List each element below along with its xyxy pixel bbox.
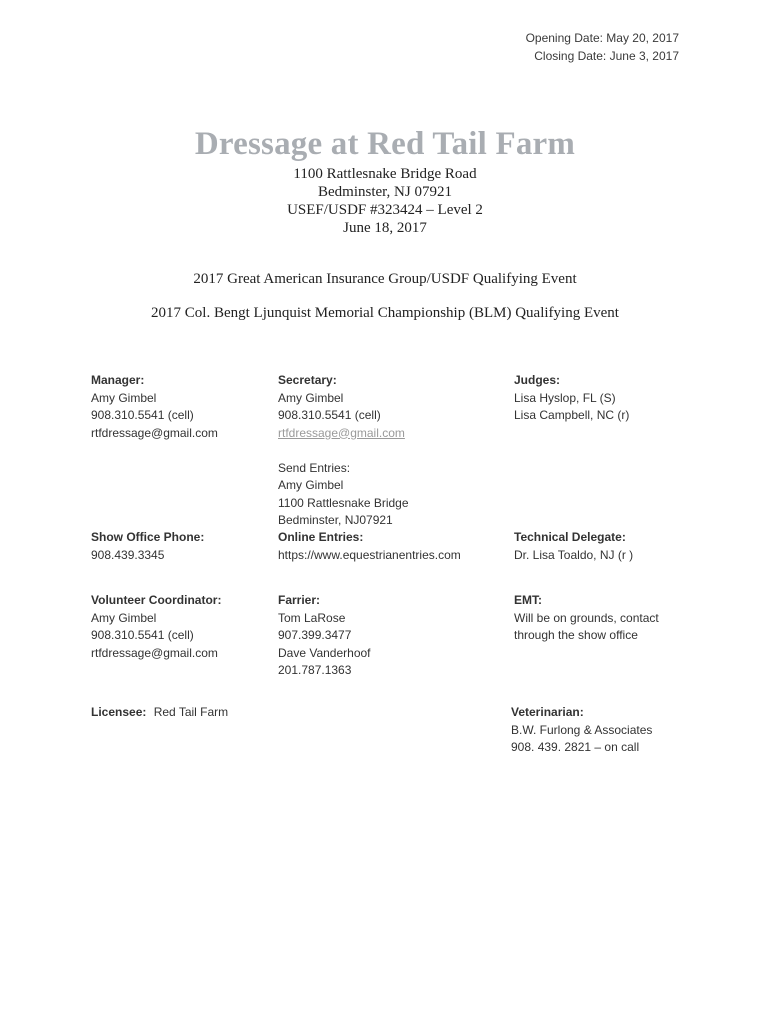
show-office-label: Show Office Phone: [91, 530, 205, 544]
veterinarian-name: B.W. Furlong & Associates [511, 722, 653, 737]
emt-block [514, 592, 659, 645]
judge-item: Lisa Campbell, NC (r) [514, 408, 630, 422]
farrier-item: Tom LaRose [278, 610, 346, 625]
show-office-block [91, 529, 204, 564]
volunteer-email: rtfdressage@gmail.com [91, 645, 218, 660]
opening-date: Opening Date: May 20, 2017 [525, 31, 679, 45]
farrier-label: Farrier: [278, 593, 321, 607]
event-date: June 18, 2017 [343, 220, 427, 236]
dates-block [526, 30, 679, 65]
venue-address [0, 165, 770, 237]
secretary-block [278, 372, 409, 530]
farrier-item: 201.787.1363 [278, 663, 352, 677]
show-office-phone: 908.439.3345 [91, 547, 165, 562]
emt-line-2: through the show office [514, 628, 638, 642]
farrier-item: 907.399.3477 [278, 628, 352, 642]
online-entries-label: Online Entries: [278, 530, 364, 544]
volunteer-name: Amy Gimbel [91, 610, 157, 625]
address-street: 1100 Rattlesnake Bridge Road [293, 166, 477, 182]
closing-date: Closing Date: June 3, 2017 [534, 48, 679, 63]
online-entries-url[interactable]: https://www.equestrianentries.com [278, 547, 461, 562]
volunteer-phone: 908.310.5541 (cell) [91, 628, 194, 642]
usef-number: USEF/USDF #323424 – Level 2 [287, 202, 483, 218]
page-title: Dressage at Red Tail Farm [194, 126, 576, 162]
licensee-block [91, 704, 228, 722]
farrier-item: Dave Vanderhoof [278, 645, 371, 660]
technical-delegate-block [514, 529, 633, 564]
technical-delegate-label: Technical Delegate: [514, 530, 626, 544]
judge-item: Lisa Hyslop, FL (S) [514, 390, 616, 405]
secretary-phone: 908.310.5541 (cell) [278, 408, 381, 422]
emt-label: EMT: [514, 593, 542, 607]
veterinarian-phone: 908. 439. 2821 – on call [511, 740, 640, 754]
address-city: Bedminster, NJ 07921 [318, 184, 452, 200]
send-entries-name: Amy Gimbel [278, 478, 344, 492]
manager-block [91, 372, 218, 442]
judges-label: Judges: [514, 373, 561, 387]
volunteer-block [91, 592, 221, 662]
secretary-label: Secretary: [278, 373, 337, 387]
veterinarian-label: Veterinarian: [511, 705, 584, 719]
volunteer-label: Volunteer Coordinator: [91, 593, 222, 607]
secretary-name: Amy Gimbel [278, 390, 344, 405]
manager-name: Amy Gimbel [91, 390, 157, 405]
qualifying-event-1: 2017 Great American Insurance Group/USDF Qualifying Event [193, 271, 577, 287]
send-entries-city: Bedminster, NJ07921 [278, 513, 393, 527]
veterinarian-block [511, 704, 652, 757]
online-entries-block [278, 529, 461, 564]
send-entries-label: Send Entries: [278, 460, 351, 475]
emt-line-1: Will be on grounds, contact [514, 610, 659, 625]
send-entries-address: 1100 Rattlesnake Bridge [278, 495, 409, 510]
secretary-email-link[interactable]: rtfdressage@gmail.com [278, 425, 405, 440]
qualifying-event-2: 2017 Col. Bengt Ljunquist Memorial Championship (BLM) Qualifying Event [151, 305, 619, 321]
licensee-label: Licensee: [91, 705, 147, 719]
manager-label: Manager: [91, 373, 145, 387]
manager-phone: 908.310.5541 (cell) [91, 408, 194, 422]
judges-block [514, 372, 629, 425]
licensee-value: Red Tail Farm [153, 705, 229, 719]
farrier-block [278, 592, 371, 680]
technical-delegate-name: Dr. Lisa Toaldo, NJ (r ) [514, 547, 634, 562]
manager-email: rtfdressage@gmail.com [91, 425, 218, 440]
